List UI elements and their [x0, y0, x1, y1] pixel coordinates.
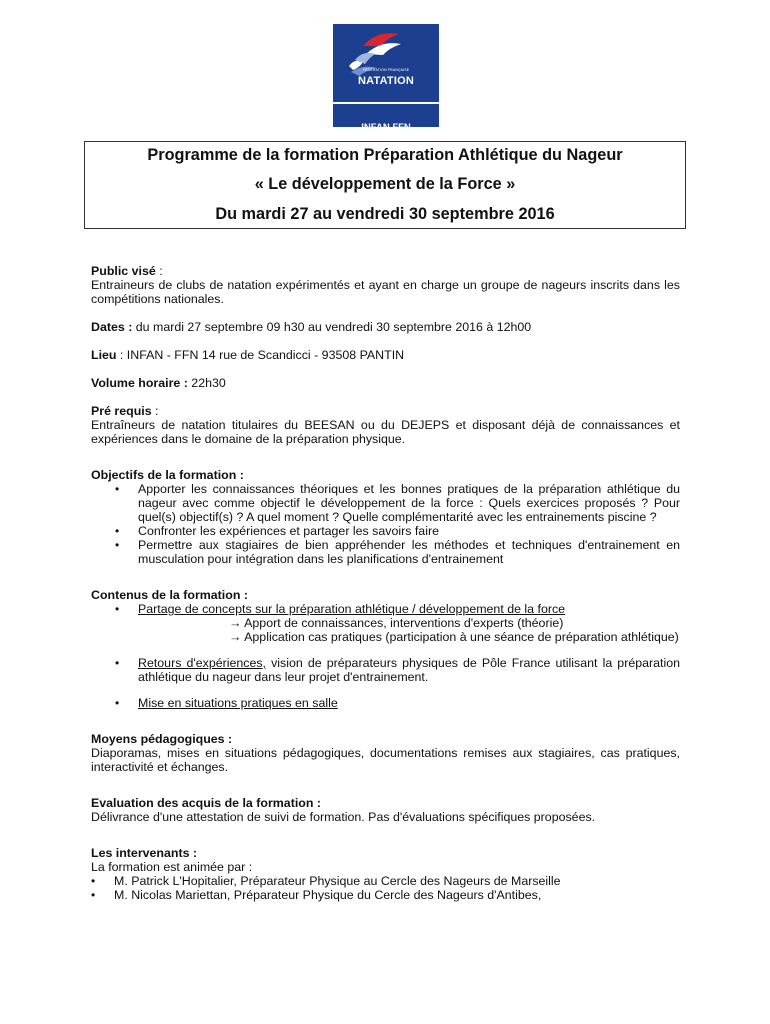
section-public [91, 264, 680, 306]
section-moyens [91, 732, 680, 774]
section-contenus [91, 588, 680, 710]
section-objectifs [91, 468, 680, 566]
section-dates [91, 320, 680, 334]
objectif-item: • Confronter les expériences et partager les savoirs faire [91, 524, 680, 538]
intervenant-item: • M. Nicolas Mariettan, Préparateur Physique du Cercle des Nageurs d'Antibes, [91, 888, 680, 902]
section-lieu [91, 348, 680, 362]
contenu-item-text: vision de préparateurs physiques de Pôle France utilisant la préparation athlétique du nageur dans leur projet d'entrainement. [138, 656, 680, 684]
contenu-item-title: Partage de concepts sur la préparation athlétique / développement de la force [138, 602, 566, 616]
title-box [84, 141, 686, 229]
logo-brand-text: NATATION [358, 75, 414, 87]
public-text: Entraineurs de clubs de natation expérimentés et ayant en charge un groupe de nageurs inscrits dans les compétitions nationales. [91, 278, 680, 306]
logo-federation-text: FÉDÉRATION FRANÇAISE [362, 68, 410, 72]
evaluation-text: Délivrance d'une attestation de suivi de formation. Pas d'évaluations spécifiques proposées. [91, 810, 596, 824]
section-intervenants [91, 846, 680, 902]
contenu-item-title: Retours d'expériences, [138, 656, 266, 670]
page-dates-title: Du mardi 27 au vendredi 30 septembre 2016 [215, 205, 555, 223]
contenus-label: Contenus de la formation : [91, 588, 248, 602]
section-evaluation [91, 796, 680, 824]
document-body [91, 264, 680, 902]
prerequis-sep: : [151, 404, 159, 418]
public-sep: : [155, 264, 163, 278]
objectif-item: • Apporter les connaissances théoriques et les bonnes pratiques de la préparation athlétique du nageur avec comme objectif le développement de la force : Quels exercices proposés ? Pour quel(s) objectif(s) ? A quel moment ? Quelle complémentarité avec les entrainements piscine ? [91, 482, 680, 524]
contenu-item [91, 656, 680, 684]
objectif-item: • Permettre aux stagiaires de bien appréhender les méthodes et techniques d'entrainement en musculation pour intégration dans les planifications d'entrainement [91, 538, 680, 566]
contenu-item-title: Mise en situations pratiques en salle [138, 696, 338, 710]
moyens-text: Diaporamas, mises en situations pédagogiques, documentations remises aux stagiaires, cas pratiques, interactivité et échanges. [91, 746, 680, 774]
logo-unit-text: INFAN FFN [361, 122, 411, 133]
ffn-infan-logo [333, 24, 439, 133]
page-title: Programme de la formation Préparation Athlétique du Nageur [147, 146, 623, 164]
intervenants-intro: La formation est animée par : [91, 860, 253, 874]
objectifs-label: Objectifs de la formation : [91, 468, 244, 482]
public-label: Public visé [91, 264, 156, 278]
swimmer-logo-icon [333, 24, 439, 102]
prerequis-label: Pré requis [91, 404, 152, 418]
prerequis-text: Entraîneurs de natation titulaires du BEESAN ou du DEJEPS et disposant déjà de connaissances et expériences dans le domaine de la préparation physique. [91, 418, 680, 446]
page-subtitle: « Le développement de la Force » [254, 175, 516, 193]
contenu-subitem: → Application cas pratiques (participation à une séance de préparation athlétique) [229, 630, 679, 644]
section-volume [91, 376, 680, 390]
contenu-item [91, 696, 680, 710]
contenu-subitem: → Apport de connaissances, interventions d'experts (théorie) [229, 616, 564, 630]
dates-label: Dates : [91, 320, 133, 334]
intervenant-item: • M. Patrick L'Hopitalier, Préparateur Physique au Cercle des Nageurs de Marseille [91, 874, 680, 888]
volume-label: Volume horaire : [91, 376, 188, 390]
evaluation-label: Evaluation des acquis de la formation : [91, 796, 321, 810]
moyens-label: Moyens pédagogiques : [91, 732, 233, 746]
dates-text: du mardi 27 septembre 09 h30 au vendredi 30 septembre 2016 à 12h00 [132, 320, 532, 334]
intervenants-label: Les intervenants : [91, 846, 198, 860]
lieu-label: Lieu [91, 348, 117, 362]
volume-text: 22h30 [187, 376, 226, 390]
contenu-item [91, 602, 680, 644]
section-prerequis [91, 404, 680, 446]
lieu-text: : INFAN - FFN 14 rue de Scandicci - 93508 PANTIN [116, 348, 405, 362]
